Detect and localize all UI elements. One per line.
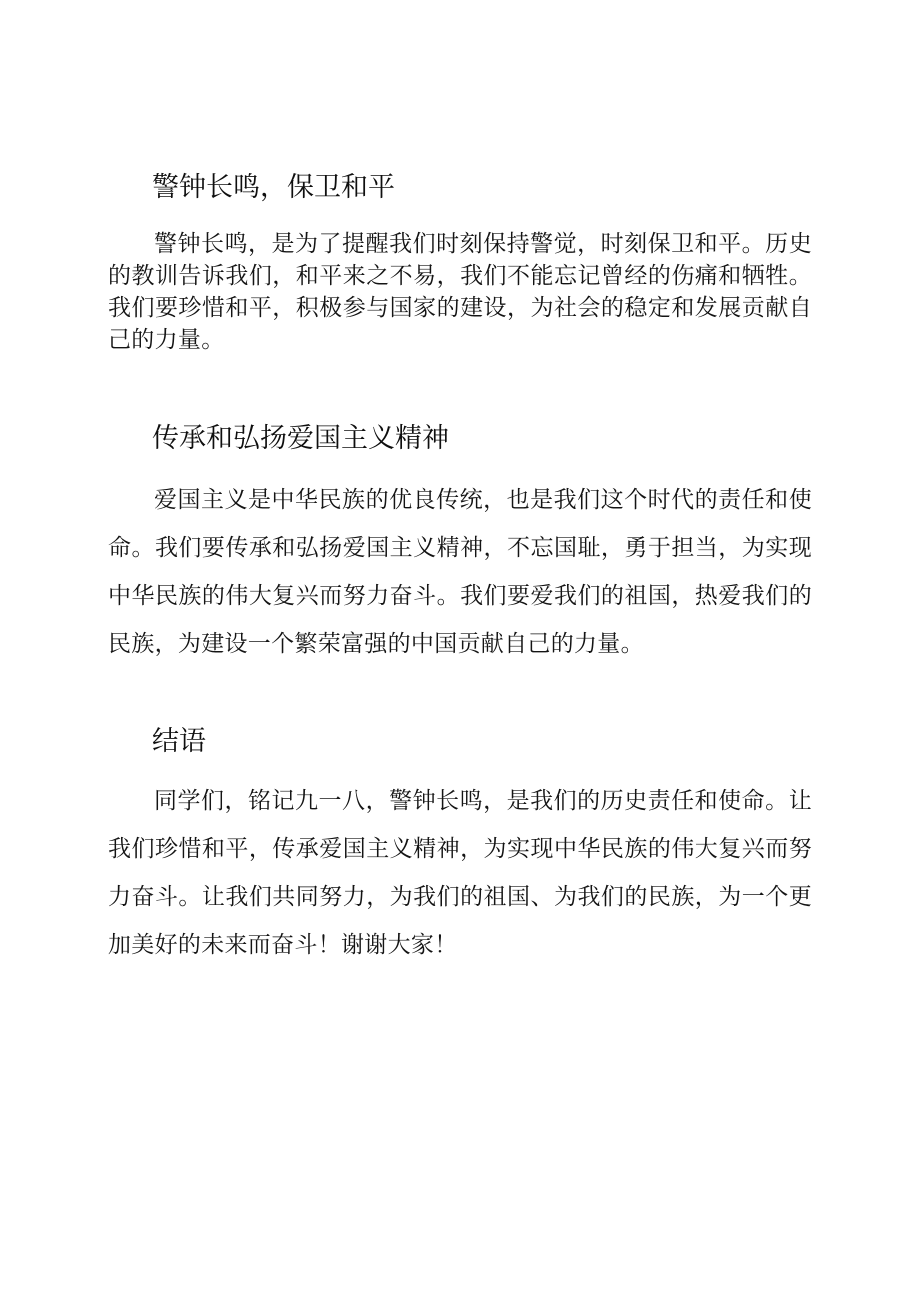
section-paragraph: 警钟长鸣，是为了提醒我们时刻保持警觉，时刻保卫和平。历史的教训告诉我们，和平来之不易，我们不能忘记曾经的伤痛和牺牲。我们要珍惜和平，积极参与国家的建设，为社会的稳定和发展贡献自己的力量。 [108,231,812,353]
section-paragraph: 同学们，铭记九一八，警钟长鸣，是我们的历史责任和使命。让我们珍惜和平，传承爱国主义精神，为实现中华民族的伟大复兴而努力奋斗。让我们共同努力，为我们的祖国、为我们的民族，为一个更加美好的未来而奋斗！谢谢大家！ [108,788,812,958]
section-heading: 传承和弘扬爱国主义精神 [152,423,449,454]
section-heading: 结语 [152,726,206,757]
section-heading: 警钟长鸣，保卫和平 [152,172,395,203]
section-peace [108,168,812,356]
section-paragraph: 爱国主义是中华民族的优良传统，也是我们这个时代的责任和使命。我们要传承和弘扬爱国主义精神，不忘国耻，勇于担当，为实现中华民族的伟大复兴而努力奋斗。我们要爱我们的祖国，热爱我们的民族，为建设一个繁荣富强的中国贡献自己的力量。 [108,487,812,657]
section-patriotism [108,419,812,668]
section-conclusion [108,722,812,969]
